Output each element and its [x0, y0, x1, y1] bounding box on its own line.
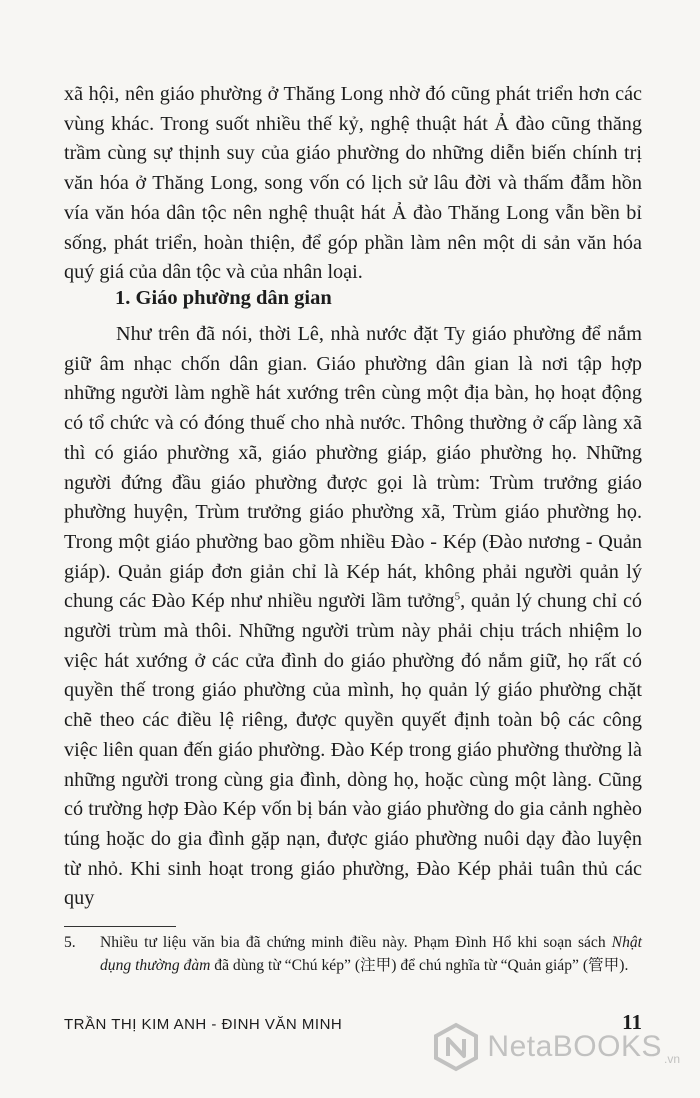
section-heading: 1. Giáo phường dân gian [115, 287, 332, 309]
paragraph-2-text-a: Như trên đã nói, thời Lê, nhà nước đặt Ty giáo phường để nắm giữ âm nhạc chốn dân gian. Giáo phường dân gian là nơi tập hợp những người làm nghề hát xướng trên cùng một địa bàn, họ hoạt động có tổ chức và có đóng thuế cho nhà nước. Thông thường ở cấp làng xã thì có giáo phường xã, giáo phường giáp, giáo phường họ. Những người đứng đầu giáo phường được gọi là trùm: Trùm trưởng giáo phường huyện, Trùm trưởng giáo phường xã, Trùm giáo phường họ. Trong một giáo phường bao gồm nhiều Đào - Kép (Đào nương - Quản giáp). Quản giáp đơn giản chỉ là Kép hát, không phải người quản lý chung các Đào Kép như nhiều người lầm tưởng [64, 323, 642, 613]
footnote-text-a: Nhiều tư liệu văn bia đã chứng minh điều này. Phạm Đình Hổ khi soạn sách [100, 934, 612, 951]
watermark-brand: NetaBOOKS [487, 1030, 662, 1063]
footnote-reference[interactable]: 5 [454, 590, 461, 603]
footnote-divider [64, 926, 176, 927]
paragraph-1: xã hội, nên giáo phường ở Thăng Long nhờ đó cũng phát triển hơn các vùng khác. Trong suốt nhiều thế kỷ, nghệ thuật hát Ả đào cũng thăng trầm cùng sự thịnh suy của giáo phường do những diễn biến chính trị văn hóa ở Thăng Long, song vốn có lịch sử lâu đời và thấm đẫm hồn vía văn hóa dân tộc nên nghệ thuật hát Ả đào Thăng Long vẫn bền bỉ sống, phát triển, hoàn thiện, để góp phần làm nên một di sản văn hóa quý giá của dân tộc và của nhân loại. [64, 83, 642, 284]
footnote-book-title: Nhật dụng thường đàm [100, 934, 642, 974]
footnote-text [100, 932, 642, 977]
han-characters-2: 管甲 [588, 956, 620, 974]
footnote-text-b: đã dùng từ “Chú kép” ( [210, 956, 361, 974]
footnote-number: 5. [64, 934, 76, 951]
watermark [431, 1022, 680, 1072]
footnote-text-d: ). [619, 956, 629, 974]
paragraph-2 [64, 320, 642, 914]
han-characters-1: 注甲 [360, 956, 392, 974]
watermark-suffix: .vn [663, 1052, 680, 1066]
paragraph-2-text-b: , quản lý chung chỉ có người trùm mà thôi. Những người trùm này phải chịu trách nhiệm lo việc hát xướng ở các cửa đình do giáo phường đó nắm giữ, họ rất có quyền thế trong giáo phường của mình, họ quản lý giáo phường chặt chẽ theo các điều lệ riêng, được quyền quyết định toàn bộ các công việc liên quan đến giáo phường. Đào Kép trong giáo phường thường là những người trong cùng gia đình, dòng họ, hoặc cùng một làng. Cũng có trường hợp Đào Kép vốn bị bán vào giáo phường do gia cảnh nghèo túng hoặc do gia đình gặp nạn, được giáo phường nuôi dạy đào luyện từ nhỏ. Khi sinh hoạt trong giáo phường, Đào Kép phải tuân thủ các quy [64, 590, 643, 910]
running-footer-author: TRẦN THỊ KIM ANH - ĐINH VĂN MINH [64, 1016, 343, 1033]
page-number: 11 [622, 1010, 642, 1034]
footnote [64, 932, 642, 977]
footnote-text-c: ) để chú nghĩa từ “Quản giáp” ( [391, 956, 589, 974]
netabooks-logo-icon [431, 1022, 481, 1072]
